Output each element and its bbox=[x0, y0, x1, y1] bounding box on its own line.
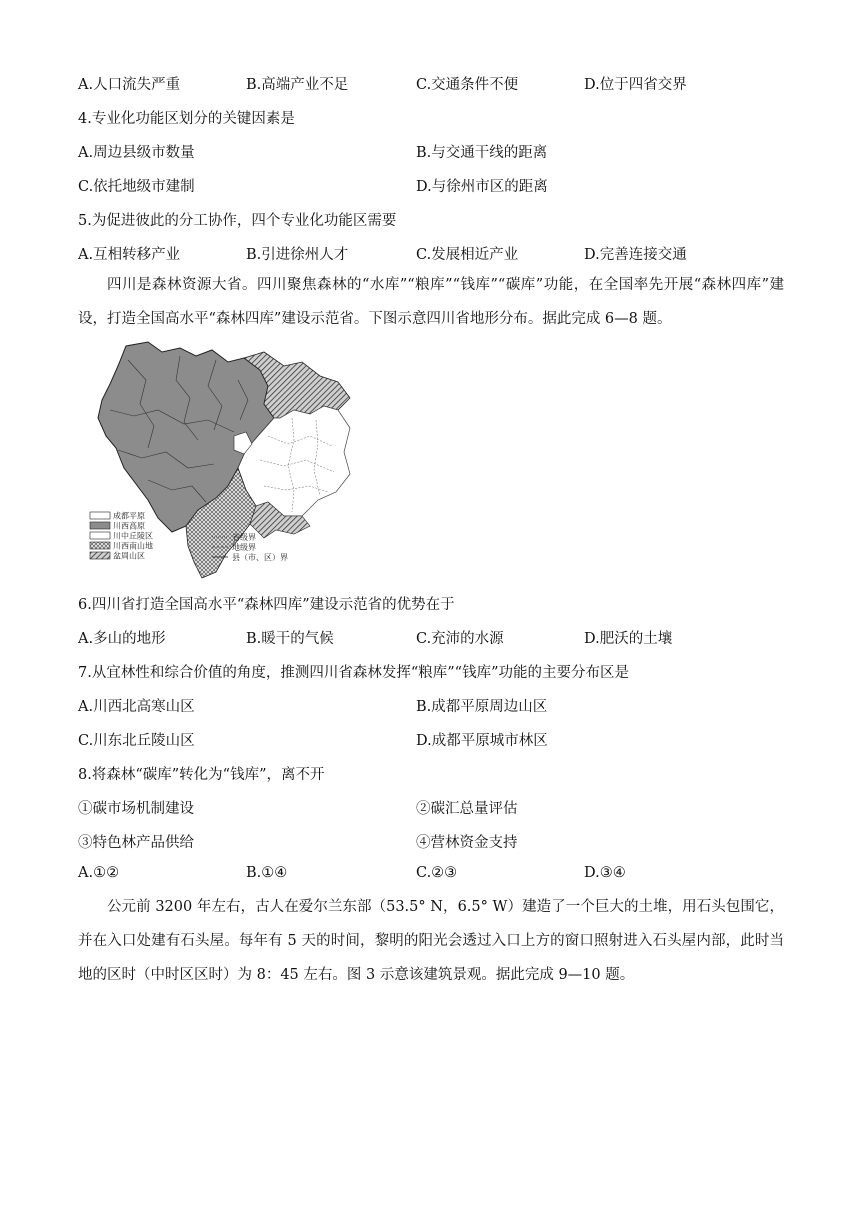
legend-swatch-basin-mountains bbox=[90, 552, 110, 559]
legend-label-province: 省级界 bbox=[232, 533, 256, 542]
q4-option-b[interactable]: B.与交通干线的距离 bbox=[416, 145, 548, 161]
passage-ireland: 公元前 3200 年左右，古人在爱尔兰东部（53.5° N，6.5° W）建造了一个巨大的土堆，用石头包围它，并在入口处建有石头屋。每年有 5 天的时间，黎明的阳光会透过入口上方的窗口照射进入石头屋内部，此时当地的区时（中时区区时）为 8：45 左右。图 3 示意该建筑景观。据此完成 9—10 题。 bbox=[78, 899, 784, 983]
q8-option-d[interactable]: D.③④ bbox=[584, 865, 626, 881]
legend-label-basin-mountains: 盆周山区 bbox=[113, 551, 145, 561]
legend-swatch-central-hills bbox=[90, 532, 110, 539]
q8-statement-3: ③特色林产品供给 bbox=[78, 835, 194, 851]
q4-option-c[interactable]: C.依托地级市建制 bbox=[78, 179, 195, 195]
q6-option-a[interactable]: A.多山的地形 bbox=[78, 631, 166, 647]
q6-option-b[interactable]: B.暖干的气候 bbox=[246, 631, 334, 647]
sichuan-terrain-map bbox=[88, 340, 360, 582]
q4-option-a[interactable]: A.周边县级市数量 bbox=[78, 145, 195, 161]
q5-option-d[interactable]: D.完善连接交通 bbox=[584, 247, 687, 263]
q7-stem: 7.从宜林性和综合价值的角度，推测四川省森林发挥“粮库”“钱库”功能的主要分布区是 bbox=[78, 665, 629, 681]
legend-label-prefecture: 地级界 bbox=[232, 543, 256, 552]
q3-option-b[interactable]: B.高端产业不足 bbox=[246, 77, 349, 93]
q6-stem: 6.四川省打造全国高水平“森林四库”建设示范省的优势在于 bbox=[78, 597, 455, 613]
q8-option-c[interactable]: C.②③ bbox=[416, 865, 458, 881]
passage-sichuan: 四川是森林资源大省。四川聚焦森林的“水库”“粮库”“钱库”“碳库”功能，在全国率先开展“森林四库”建设，打造全国高水平“森林四库”建设示范省。下图示意四川省地形分布。据此完成 6—8 题。 bbox=[78, 277, 784, 327]
q7-option-c[interactable]: C.川东北丘陵山区 bbox=[78, 733, 195, 749]
q7-option-d[interactable]: D.成都平原城市林区 bbox=[416, 733, 548, 749]
q5-option-b[interactable]: B.引进徐州人才 bbox=[246, 247, 349, 263]
legend-swatch-west-plateau bbox=[90, 522, 110, 529]
q3-option-a[interactable]: A.人口流失严重 bbox=[78, 77, 181, 93]
q8-stem: 8.将森林“碳库”转化为“钱库”，离不开 bbox=[78, 767, 325, 783]
legend-label-central-hills: 川中丘陵区 bbox=[113, 531, 153, 541]
q8-statement-4: ④营林资金支持 bbox=[416, 835, 518, 851]
q8-option-a[interactable]: A.①② bbox=[78, 865, 120, 881]
q7-option-b[interactable]: B.成都平原周边山区 bbox=[416, 699, 548, 715]
q3-option-d[interactable]: D.位于四省交界 bbox=[584, 77, 687, 93]
q5-stem: 5.为促进彼此的分工协作，四个专业化功能区需要 bbox=[78, 213, 397, 229]
legend-label-county: 县（市、区）界 bbox=[232, 553, 288, 562]
q3-option-c[interactable]: C.交通条件不便 bbox=[416, 77, 519, 93]
q8-statement-2: ②碳汇总量评估 bbox=[416, 801, 518, 817]
q5-option-a[interactable]: A.互相转移产业 bbox=[78, 247, 181, 263]
legend-label-west-plateau: 川西高原 bbox=[113, 521, 145, 531]
legend-label-chengdu-plain: 成都平原 bbox=[113, 511, 145, 521]
q6-option-c[interactable]: C.充沛的水源 bbox=[416, 631, 504, 647]
legend-swatch-chengdu-plain bbox=[90, 512, 110, 519]
legend-swatch-southwest-mountains bbox=[90, 542, 110, 549]
q7-option-a[interactable]: A.川西北高寒山区 bbox=[78, 699, 195, 715]
q5-option-c[interactable]: C.发展相近产业 bbox=[416, 247, 519, 263]
q8-statement-1: ①碳市场机制建设 bbox=[78, 801, 194, 817]
q4-option-d[interactable]: D.与徐州市区的距离 bbox=[416, 179, 548, 195]
q8-option-b[interactable]: B.①④ bbox=[246, 865, 288, 881]
q6-option-d[interactable]: D.肥沃的土壤 bbox=[584, 631, 673, 647]
legend-label-southwest-mountains: 川西南山地 bbox=[113, 541, 153, 551]
q4-stem: 4.专业化功能区划分的关键因素是 bbox=[78, 111, 295, 127]
